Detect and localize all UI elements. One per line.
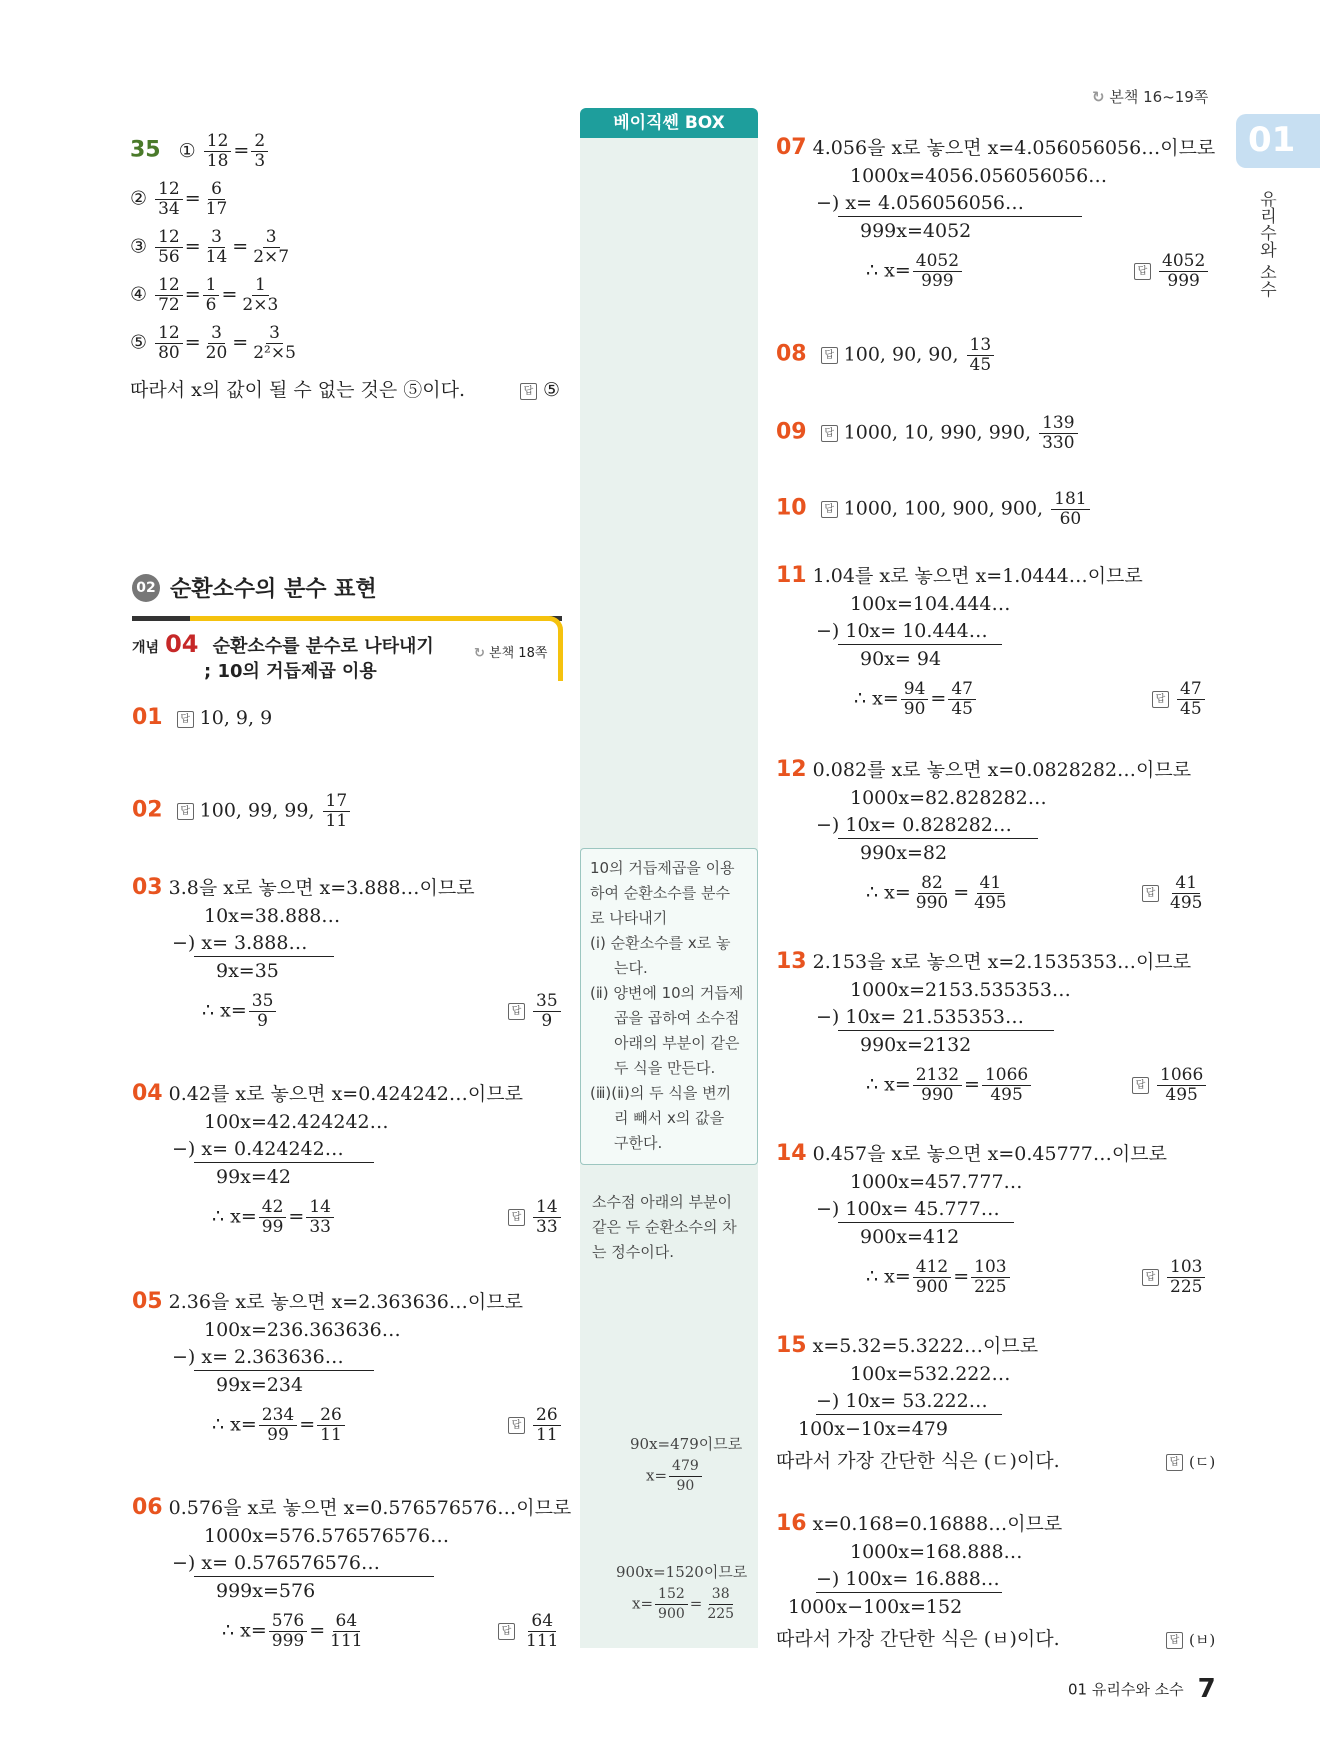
chapter-title: 유리수와 소수 xyxy=(1256,190,1276,298)
answer-icon: 답 xyxy=(508,1003,525,1020)
answer-icon: 답 xyxy=(821,347,838,364)
answer-icon: 답 xyxy=(498,1623,515,1640)
problem-02: 02 답 100, 99, 99, $\frac{17}{11}$ xyxy=(132,792,352,831)
sidebar-note16: 900x=1520이므로 x= $\frac{152}{900}$ = $\frac{38}{225}$ xyxy=(616,1563,748,1622)
sidebar-note: 소수점 아래의 부분이 같은 두 순환소수의 차 는 정수이다. xyxy=(592,1193,737,1261)
problem-11: 11 1.04를 x로 놓으면 x=1.0444…이므로 100x=104.444… −) 10x= 10.444… 90x= 94 ∴ x= $\frac{94}{90}$ = $\frac{47}{45}$ 답 $\frac{47}{45}$ xyxy=(776,564,1216,724)
answer-icon: 답 xyxy=(1134,263,1151,280)
problem-09: 09 답 1000, 10, 990, 990, $\frac{139}{330}$ xyxy=(776,414,1080,453)
problem-07: 07 4.056을 x로 놓으면 x=4.056056056…이므로 1000x=4056.056056056… −) x= 4.056056056… 999x=4052 ∴ x= $\frac{4052}{999}$ 답 $\frac{4052}{999}$ xyxy=(776,135,1216,291)
sidebar-title: 베이직쎈 BOX xyxy=(580,108,758,138)
problem-14: 14 0.457을 x로 놓으면 x=0.45777…이므로 1000x=457.777… −) 100x= 45.777… 900x=412 ∴ x= $\frac{412}{900}$ = $\frac{103}{225}$ 답 $\frac{103}{225}$ xyxy=(776,1142,1216,1302)
concept-ref: ↻ 본책 18쪽 xyxy=(474,646,548,661)
problem-12: 12 0.082를 x로 놓으면 x=0.0828282…이므로 1000x=82.828282… −) 10x= 0.828282… 990x=82 ∴ x= $\frac{82}{990}$ = $\frac{41}{495}$ 답 $\frac{41}{495}$ xyxy=(776,757,1203,913)
chapter-num: 01 xyxy=(1248,120,1296,160)
answer-icon: 답 xyxy=(821,501,838,518)
answer-icon: 답 xyxy=(1152,691,1169,708)
answer-icon: 답 xyxy=(177,803,194,820)
section-title: 순환소수의 분수 표현 xyxy=(170,577,377,602)
footer: 01 유리수와 소수 7 xyxy=(1068,1674,1216,1704)
answer-icon: 답 xyxy=(821,425,838,442)
answer-icon: 답 xyxy=(1166,1454,1183,1471)
problem-15: 15 x=5.32=5.3222…이므로 100x=532.222… −) 10x= 53.222… 100x−10x=479 따라서 가장 간단한 식은 (ㄷ)이다. 답 (ㄷ) xyxy=(776,1333,1216,1472)
answer-icon: 답 xyxy=(508,1417,525,1434)
sidebar-note15: 90x=479이므로 x= $\frac{479}{90}$ xyxy=(630,1435,743,1494)
answer-icon: 답 xyxy=(1166,1632,1183,1649)
chapter-tab xyxy=(1236,114,1320,168)
refresh-icon: ↻ xyxy=(1092,88,1105,106)
answer-icon: 답 xyxy=(508,1209,525,1226)
section-header xyxy=(132,572,377,603)
page-number: 7 xyxy=(1197,1674,1216,1704)
header-ref: ↻ 본책 16~19쪽 xyxy=(1092,88,1209,106)
answer-icon: 답 xyxy=(520,383,537,400)
section-badge: 02 xyxy=(132,574,160,602)
problem-03: 03 3.8을 x로 놓으면 x=3.888…이므로 10x=38.888… −) x= 3.888… 9x=35 ∴ x= $\frac{35}{9}$ 답 $\frac{35}{9}$ xyxy=(132,876,572,1036)
problem-04: 04 0.42를 x로 놓으면 x=0.424242…이므로 100x=42.424242… −) x= 0.424242… 99x=42 ∴ x= $\frac{42}{99}$ = $\frac{14}{33}$ 답 $\frac{14}{33}$ xyxy=(132,1082,572,1242)
problem-16: 16 x=0.168=0.16888…이므로 1000x=168.888… −) 100x= 16.888… 1000x−100x=152 따라서 가장 간단한 식은 (ㅂ)이다. 답 (ㅂ) xyxy=(776,1511,1216,1650)
answer-icon: 답 xyxy=(177,711,194,728)
answer-icon: 답 xyxy=(1142,1269,1159,1286)
answer-icon: 답 xyxy=(1142,885,1159,902)
problem-06: 06 0.576을 x로 놓으면 x=0.576576576…이므로 1000x=576.576576576… −) x= 0.576576576… 999x=576 ∴ x= $\frac{576}{999}$ = $\frac{64}{111}$ 답 $\frac{64}{111}$ xyxy=(132,1495,572,1651)
concept-subtitle: ; 10의 거듭제곱 이용 xyxy=(204,661,377,682)
problem-10: 10 답 1000, 100, 900, 900, $\frac{181}{60}$ xyxy=(776,490,1092,529)
problem-13: 13 2.153을 x로 놓으면 x=2.1535353…이므로 1000x=2153.535353… −) 10x= 21.535353… 990x=2132 ∴ x= $\frac{2132}{990}$ = $\frac{1066}{495}$ 답 $\frac{1066}{495}$ xyxy=(776,950,1216,1110)
problem-01: 01 답 10, 9, 9 xyxy=(132,705,273,730)
problem-05: 05 2.36을 x로 놓으면 x=2.363636…이므로 100x=236.363636… −) x= 2.363636… 99x=234 ∴ x= $\frac{234}{99}$ = $\frac{26}{11}$ 답 $\frac{26}{11}$ xyxy=(132,1290,572,1450)
concept-title: 개념 04 순환소수를 분수로 나타내기 xyxy=(132,630,434,658)
answer-icon: 답 xyxy=(1132,1077,1149,1094)
sidebar-box-text: 10의 거듭제곱을 이용 하여 순환소수를 분수 로 나타내기 (ⅰ) 순환소수를 x로 놓 는다. (ⅱ) 양변에 10의 거듭제 곱을 곱하여 소수점 아래의 부분이 같은 두 식을 만든다. (ⅲ)(ⅱ)의 두 식을 변끼 리 빼서 x의 값을 구한다. xyxy=(590,859,744,1152)
refresh-icon: ↻ xyxy=(474,646,485,661)
problem-08: 08 답 100, 90, 90, $\frac{13}{45}$ xyxy=(776,336,996,375)
